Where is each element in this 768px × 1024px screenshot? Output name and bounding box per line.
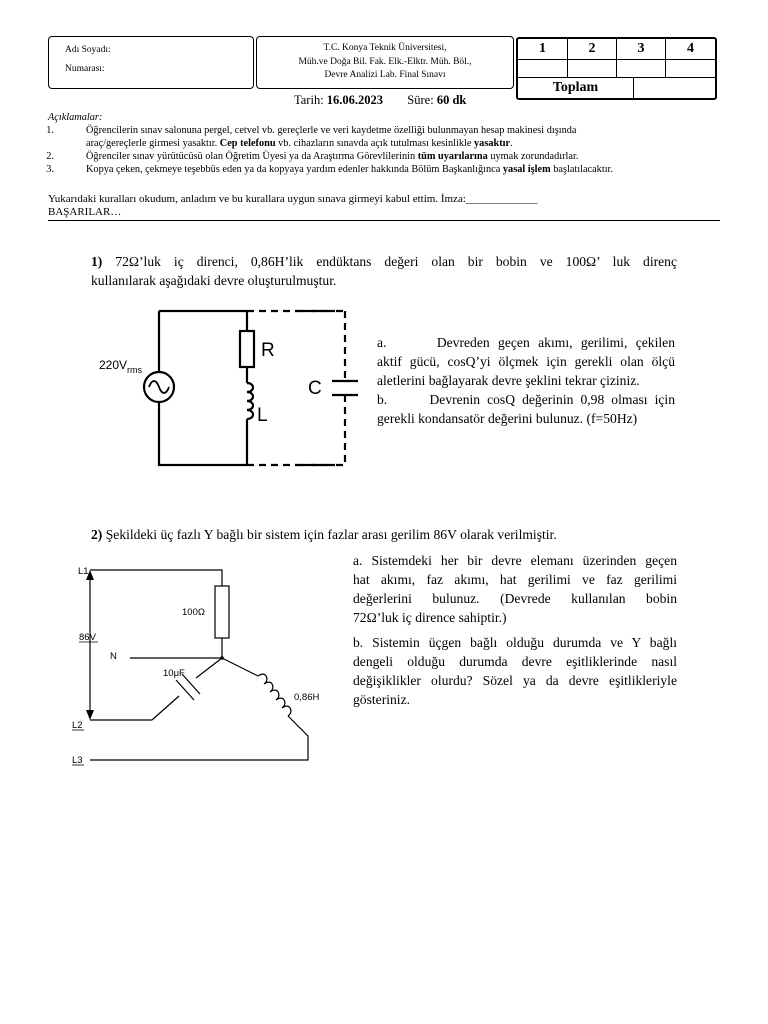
q1-resistor bbox=[240, 331, 254, 367]
agreement-text: Yukarıdaki kuralları okudum, anladım ve bu kurallara uygun sınava girmeyi kabul ettim. İmza:_____________ bbox=[48, 193, 538, 205]
header-divider bbox=[48, 220, 720, 221]
svg-text:220Vrms bbox=[99, 358, 143, 375]
q1-line1: 72Ω’luk iç direnci, 0,86H’lik endüktans değeri olan bir bobin ve 100Ω’ luk direnç bbox=[115, 254, 677, 269]
score-col-3: 3 bbox=[617, 39, 666, 60]
q1-r-label: R bbox=[261, 340, 275, 361]
arrow-down-icon bbox=[86, 710, 94, 720]
q1-source-sub: rms bbox=[127, 365, 143, 375]
q2-circuit bbox=[70, 560, 330, 770]
q1-c-label: C bbox=[308, 378, 322, 399]
duration-value: 60 dk bbox=[436, 93, 467, 107]
student-info-box bbox=[48, 36, 254, 89]
q2-inductor-label: 0,86H bbox=[294, 692, 320, 703]
score-table bbox=[516, 37, 717, 100]
name-label: Adı Soyadı: bbox=[65, 45, 111, 55]
date-value: 16.06.2023 bbox=[326, 93, 384, 107]
duration-label: Süre: bbox=[407, 93, 434, 107]
score-cell-2 bbox=[568, 60, 617, 78]
score-col-4: 4 bbox=[666, 39, 715, 60]
q2-l1-label: L1 bbox=[78, 566, 89, 577]
q1-number: 1) bbox=[91, 254, 103, 269]
q2-parts: a. Sistemdeki her bir devre elemanı üzerinden geçen hat akımı, faz akımı, hat gerilimi ve faz gerilimi değerlerini bulunuz. (Devrede kullanılan bobin 72Ω’luk iç dirence sahiptir.) b. Sistemin üçgen bağlı olduğu durumda ve Y bağlı dengeli olduğu durumda devre eşitliklerinde nasıl değişiklikler olurdu? Sözel ya da devre eşitlikleriyle gösteriniz. bbox=[353, 553, 677, 707]
exam-title: Devre Analizi Lab. Final Sınavı bbox=[324, 70, 446, 80]
q2-l3-label: L3 bbox=[72, 755, 83, 766]
number-label: Numarası: bbox=[65, 64, 105, 74]
score-col-2: 2 bbox=[568, 39, 617, 60]
q1-inductor bbox=[247, 383, 253, 419]
university-name: T.C. Konya Teknik Üniversitesi, bbox=[323, 43, 447, 53]
score-cell-3 bbox=[617, 60, 666, 78]
q2-l2-label: L2 bbox=[72, 720, 83, 731]
total-label: Toplam bbox=[518, 78, 634, 98]
q1-capacitor-svg bbox=[300, 303, 380, 473]
q2-text bbox=[91, 525, 691, 544]
q2-inductor bbox=[258, 674, 291, 716]
date-duration bbox=[294, 93, 466, 108]
score-cell-1 bbox=[518, 60, 568, 78]
q2-line1: Şekildeki üç fazlı Y bağlı bir sistem için fazlar arası gerilim 86V olarak verilmiştir. bbox=[105, 527, 557, 542]
q1-line2: kullanılarak aşağıdaki devre oluşturulmuştur. bbox=[91, 273, 337, 288]
total-value bbox=[634, 78, 715, 98]
q2-voltage-label: 86V bbox=[79, 632, 96, 643]
q1-text bbox=[91, 252, 677, 290]
score-cell-4 bbox=[666, 60, 715, 78]
date-label: Tarih: bbox=[294, 93, 324, 107]
q2-resistor bbox=[215, 586, 229, 638]
q2-number: 2) bbox=[91, 527, 103, 542]
q1-source-label: 220V bbox=[99, 358, 128, 372]
instruction-1: 1. Öğrencilerin sınav salonuna pergel, cetvel vb. gereçlerle ve veri kaydetme özelliği bulunmayan hesap makinesi dışında araç/gereçlerle girmesi yasaktır. Cep telefonu vb. cihazların sınavda açık tutulması kesinlikle yasaktır. bbox=[46, 125, 577, 149]
q1-parts: a. Devreden geçen akımı, gerilimi, çekilen aktif gücü, cosQ’yi ölçmek için gerekli olan ölçü aletlerini bağlayarak devre şeklini tekrar çiziniz. b. Devrenin cosQ değerinin 0,98 olması için gerekli kondansatör değerini bulunuz. (f=50Hz) bbox=[377, 335, 675, 426]
instructions bbox=[48, 111, 728, 176]
faculty-name: Müh.ve Doğa Bil. Fak. Elk.-Elktr. Müh. Böl., bbox=[298, 57, 472, 67]
q2-resistor-label: 100Ω bbox=[182, 607, 205, 618]
instructions-title: Açıklamalar: bbox=[48, 112, 103, 123]
exam-info-box bbox=[256, 36, 514, 89]
instruction-2: 2. Öğrenciler sınav yürütücüsü olan Öğretim Üyesi ya da Araştırma Görevlilerinin tüm uyarılarına uymak zorundadırlar. bbox=[46, 151, 579, 162]
q2-n-label: N bbox=[110, 651, 117, 662]
q1-circuit bbox=[95, 303, 335, 473]
q1-l-label: L bbox=[257, 405, 268, 426]
good-luck: BAŞARILAR… bbox=[48, 206, 122, 218]
score-col-1: 1 bbox=[518, 39, 568, 60]
neutral-node bbox=[220, 656, 224, 660]
q2-capacitor-label: 10μF bbox=[163, 668, 185, 679]
instruction-3: 3. Kopya çeken, çekmeye teşebbüs eden ya da kopyaya yardım edenler hakkında Bölüm Başkanlığınca yasal işlem başlatılacaktır. bbox=[46, 164, 613, 175]
